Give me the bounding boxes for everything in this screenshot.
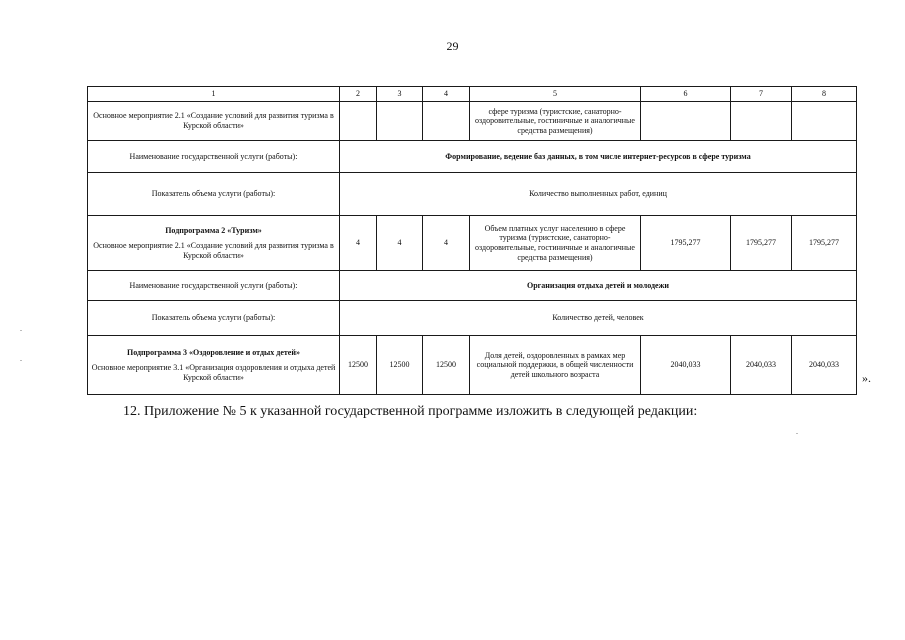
program-indicators-table: [87, 86, 857, 395]
value-cell: 1795,277: [641, 216, 731, 271]
closing-quote: ».: [862, 371, 871, 385]
scan-artifact: [20, 360, 22, 361]
service-label-cell: Наименование государственной услуги (работы):: [88, 141, 340, 173]
empty-cell: [377, 102, 423, 141]
value-cell: 4: [377, 216, 423, 271]
header-cell: 8: [792, 87, 857, 102]
value-cell: 4: [340, 216, 377, 271]
value-cell: 1795,277: [792, 216, 857, 271]
header-cell: 3: [377, 87, 423, 102]
table-row-service-name: [88, 141, 857, 173]
header-cell: 7: [731, 87, 792, 102]
value-cell: 12500: [377, 336, 423, 395]
subprogram-title: Подпрограмма 3 «Оздоровление и отдых детей»: [127, 347, 300, 357]
header-cell: 4: [423, 87, 470, 102]
table-row-service-name: [88, 271, 857, 301]
service-value-cell: Формирование, ведение баз данных, в том числе интернет-ресурсов в сфере туризма: [340, 141, 857, 173]
table-row-volume-indicator: [88, 301, 857, 336]
indicator-cell: Доля детей, оздоровленных в рамках мер социальной поддержки, в общей численности детей школьного возраста: [470, 336, 641, 395]
value-cell: 2040,033: [731, 336, 792, 395]
header-cell: 2: [340, 87, 377, 102]
subprogram-title: Подпрограмма 2 «Туризм»: [165, 225, 262, 235]
activity-name-cell: Основное мероприятие 2.1 «Создание условий для развития туризма в Курской области»: [88, 102, 340, 141]
subprogram-activity: Основное мероприятие 2.1 «Создание условий для развития туризма в Курской области»: [93, 241, 334, 260]
page-number: 29: [446, 39, 459, 53]
table-row-volume-indicator: [88, 173, 857, 216]
empty-cell: [731, 102, 792, 141]
value-cell: 1795,277: [731, 216, 792, 271]
table-row-subprogram-2: [88, 216, 857, 271]
subprogram-activity: Основное мероприятие 3.1 «Организация оздоровления и отдыха детей Курской области»: [91, 363, 336, 382]
indicator-value-cell: Количество детей, человек: [340, 301, 857, 336]
indicator-value-cell: Количество выполненных работ, единиц: [340, 173, 857, 216]
indicator-cell: сфере туризма (туристские, санаторно-оздоровительные, гостиничные и аналогичные средства размещения): [470, 102, 641, 141]
value-cell: 12500: [423, 336, 470, 395]
value-cell: 4: [423, 216, 470, 271]
table-row-main-activity-2-1: [88, 102, 857, 141]
scan-artifact: [20, 330, 22, 331]
paragraph-12: 12. Приложение № 5 к указанной государственной программе изложить в следующей редакции:: [123, 404, 698, 419]
empty-cell: [641, 102, 731, 141]
empty-cell: [792, 102, 857, 141]
header-cell: 6: [641, 87, 731, 102]
table-row-subprogram-3: [88, 336, 857, 395]
subprogram-cell: [88, 336, 340, 395]
subprogram-cell: [88, 216, 340, 271]
service-value-cell: Организация отдыха детей и молодежи: [340, 271, 857, 301]
indicator-label-cell: Показатель объема услуги (работы):: [88, 173, 340, 216]
value-cell: 12500: [340, 336, 377, 395]
empty-cell: [423, 102, 470, 141]
value-cell: 2040,033: [792, 336, 857, 395]
indicator-label-cell: Показатель объема услуги (работы):: [88, 301, 340, 336]
value-cell: 2040,033: [641, 336, 731, 395]
service-label-cell: Наименование государственной услуги (работы):: [88, 271, 340, 301]
empty-cell: [340, 102, 377, 141]
header-cell: 1: [88, 87, 340, 102]
scan-artifact: [796, 433, 798, 434]
header-cell: 5: [470, 87, 641, 102]
indicator-cell: Объем платных услуг населению в сфере туризма (туристские, санаторно-оздоровительные, гостиничные и аналогичные средства размещения): [470, 216, 641, 271]
table-header-row: [88, 87, 857, 102]
